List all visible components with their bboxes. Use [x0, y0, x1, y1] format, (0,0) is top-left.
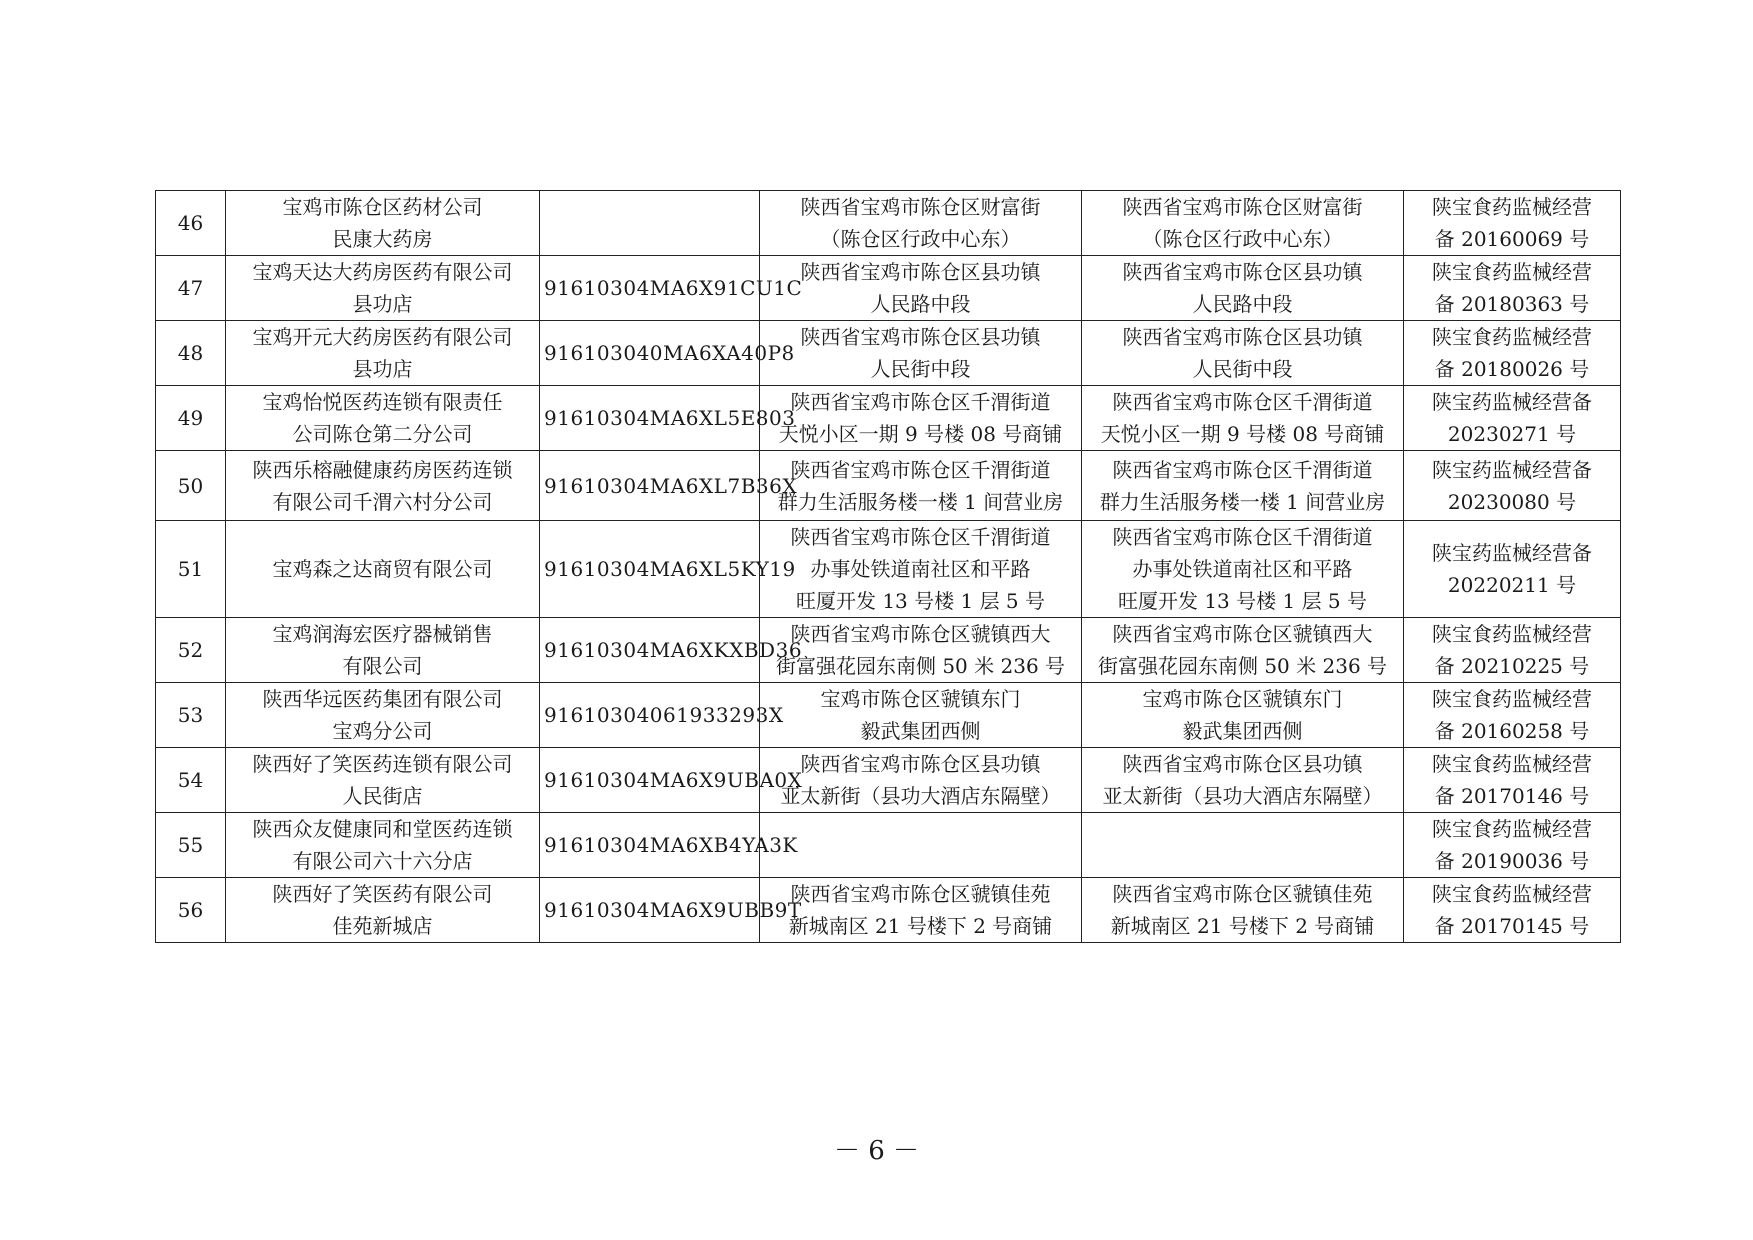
record-number-line: 陕宝食药监械经营: [1432, 817, 1592, 841]
credit-code: 91610304061933293X: [544, 703, 784, 727]
row-number-cell: [156, 878, 226, 943]
record-number-cell: [1404, 256, 1621, 321]
credit-code-cell: [540, 683, 784, 748]
table-row: [156, 451, 1621, 521]
business-address-line: 陕西省宝鸡市陈仓区虢镇佳苑: [1112, 882, 1373, 906]
residence-address-line: 陕西省宝鸡市陈仓区县功镇: [800, 325, 1041, 349]
business-address-cell: [1082, 521, 1404, 618]
record-number-line: 备 20180026 号: [1434, 357, 1590, 381]
company-name-line: 佳苑新城店: [332, 914, 433, 938]
residence-address-line: 陕西省宝鸡市陈仓区千渭街道: [790, 525, 1051, 549]
row-number: 56: [177, 898, 204, 922]
row-number: 50: [177, 473, 204, 498]
row-number-cell: [156, 191, 226, 256]
record-number-cell: [1404, 748, 1621, 813]
credit-code-cell: [540, 618, 803, 683]
record-number-cell: [1404, 321, 1621, 386]
row-number-cell: [156, 256, 226, 321]
table-row: [156, 256, 1621, 321]
residence-address-line: 陕西省宝鸡市陈仓区虢镇西大: [790, 622, 1051, 646]
credit-code: 91610304MA6XB4YA3K: [544, 833, 798, 857]
record-number-line: 备 20210225 号: [1434, 654, 1590, 678]
record-number-line: 陕宝食药监械经营: [1432, 195, 1592, 219]
table-row: [156, 813, 1621, 878]
record-number-cell: [1404, 683, 1621, 748]
credit-code: 91610304MA6XL5KY19: [544, 557, 796, 581]
record-number-line: 陕宝食药监械经营: [1432, 687, 1592, 711]
company-name-cell: [226, 451, 540, 521]
company-name-cell: [226, 878, 540, 943]
credit-code: 91610304MA6X91CU1C: [544, 276, 803, 300]
business-address-cell: [1082, 256, 1404, 321]
table-row: [156, 386, 1621, 451]
credit-code-cell: [540, 256, 803, 321]
record-number-line: 陕宝药监械经营备: [1432, 390, 1592, 414]
record-number-cell: [1404, 813, 1621, 878]
record-number-line: 备 20190036 号: [1434, 849, 1590, 873]
residence-address-line: 陕西省宝鸡市陈仓区县功镇: [800, 752, 1041, 776]
company-name-cell: [226, 813, 540, 878]
record-number-cell: [1404, 618, 1621, 683]
company-name-line: 陕西好了笑医药有限公司: [272, 882, 493, 906]
business-address-line: 人民路中段: [1192, 292, 1293, 316]
row-number: 55: [177, 833, 204, 857]
table-body: [156, 191, 1621, 943]
business-address-line: （陈仓区行政中心东）: [1142, 227, 1343, 251]
row-number: 46: [177, 211, 204, 235]
record-number-cell: [1404, 451, 1621, 521]
row-number: 51: [177, 557, 204, 581]
residence-address-line: 人民路中段: [870, 292, 971, 316]
credit-code-cell: [540, 386, 796, 451]
row-number-cell: [156, 813, 226, 878]
business-address-line: 群力生活服务楼一楼 1 间营业房: [1099, 489, 1386, 514]
residence-address-cell: [760, 748, 1082, 813]
residence-address-line: 人民街中段: [870, 357, 971, 381]
business-address-cell: [1082, 813, 1404, 878]
residence-address-line: 办事处铁道南社区和平路: [810, 557, 1031, 581]
table-row: [156, 618, 1621, 683]
record-number-line: 陕宝食药监械经营: [1432, 882, 1592, 906]
residence-address-cell: [760, 618, 1082, 683]
business-address-line: 办事处铁道南社区和平路: [1132, 557, 1353, 581]
business-address-cell: [1082, 748, 1404, 813]
credit-code-cell: [540, 191, 760, 256]
table-row: [156, 748, 1621, 813]
residence-address-cell: [760, 813, 1082, 878]
business-address-line: 毅武集团西侧: [1182, 719, 1303, 743]
credit-code: 91610304MA6XL7B36X: [544, 473, 798, 498]
residence-address-line: 天悦小区一期 9 号楼 08 号商铺: [778, 422, 1063, 446]
record-number-line: 陕宝药监械经营备: [1432, 541, 1592, 565]
residence-address-cell: [760, 451, 1082, 521]
residence-address-line: 群力生活服务楼一楼 1 间营业房: [777, 489, 1064, 514]
company-name-cell: [226, 748, 540, 813]
company-name-cell: [226, 386, 540, 451]
row-number-cell: [156, 451, 226, 521]
credit-code-cell: [540, 878, 802, 943]
record-number-line: 陕宝食药监械经营: [1432, 622, 1592, 646]
residence-address-line: 旺厦开发 13 号楼 1 层 5 号: [795, 589, 1046, 613]
record-number-line: 20230271 号: [1447, 422, 1577, 446]
business-address-line: 陕西省宝鸡市陈仓区千渭街道: [1112, 390, 1373, 414]
company-name-line: 有限公司六十六分店: [292, 849, 473, 873]
record-number-line: 陕宝食药监械经营: [1432, 752, 1592, 776]
record-number-line: 20220211 号: [1447, 573, 1577, 597]
residence-address-cell: [760, 878, 1082, 943]
record-number-line: 陕宝食药监械经营: [1432, 260, 1592, 284]
business-address-line: 陕西省宝鸡市陈仓区千渭街道: [1112, 457, 1373, 482]
business-address-cell: [1082, 451, 1404, 521]
residence-address-line: 陕西省宝鸡市陈仓区虢镇佳苑: [790, 882, 1051, 906]
company-name-line: 有限公司: [342, 654, 423, 678]
credit-code-cell: [540, 748, 803, 813]
row-number-cell: [156, 618, 226, 683]
record-number-line: 备 20160069 号: [1434, 227, 1590, 251]
registration-table: [155, 190, 1621, 943]
business-address-cell: [1082, 878, 1404, 943]
table-row: [156, 191, 1621, 256]
company-name-line: 宝鸡市陈仓区药材公司: [282, 195, 483, 219]
business-address-line: 陕西省宝鸡市陈仓区千渭街道: [1112, 525, 1373, 549]
company-name-line: 民康大药房: [332, 227, 433, 251]
record-number-line: 备 20170145 号: [1434, 914, 1590, 938]
row-number: 47: [177, 276, 204, 300]
business-address-line: 陕西省宝鸡市陈仓区县功镇: [1122, 260, 1363, 284]
record-number-cell: [1404, 386, 1621, 451]
record-number-line: 陕宝药监械经营备: [1432, 457, 1592, 482]
record-number-cell: [1404, 521, 1621, 618]
residence-address-cell: [760, 521, 1082, 618]
record-number-cell: [1404, 878, 1621, 943]
company-name-line: 陕西好了笑医药连锁有限公司: [252, 752, 513, 776]
row-number-cell: [156, 683, 226, 748]
row-number-cell: [156, 521, 226, 618]
business-address-line: 陕西省宝鸡市陈仓区虢镇西大: [1112, 622, 1373, 646]
row-number: 49: [177, 406, 204, 430]
company-name-cell: [226, 191, 540, 256]
credit-code: 91610304MA6X9UBB9T: [544, 898, 802, 922]
company-name-line: 县功店: [352, 357, 413, 381]
company-name-line: 公司陈仓第二分公司: [292, 422, 473, 446]
credit-code-cell: [540, 451, 798, 521]
company-name-line: 人民街店: [342, 784, 423, 808]
business-address-line: 天悦小区一期 9 号楼 08 号商铺: [1100, 422, 1385, 446]
business-address-line: 亚太新街（县功大酒店东隔壁）: [1102, 784, 1383, 808]
company-name-cell: [226, 321, 540, 386]
table-row: [156, 683, 1621, 748]
company-name-cell: [226, 618, 540, 683]
company-name-cell: [226, 521, 540, 618]
company-name-cell: [226, 683, 540, 748]
credit-code: 916103040MA6XA40P8: [544, 341, 795, 365]
business-address-cell: [1082, 321, 1404, 386]
residence-address-line: 毅武集团西侧: [860, 719, 981, 743]
business-address-cell: [1082, 618, 1404, 683]
residence-address-line: 宝鸡市陈仓区虢镇东门: [820, 687, 1021, 711]
business-address-cell: [1082, 386, 1404, 451]
residence-address-cell: [760, 386, 1082, 451]
table-row: [156, 321, 1621, 386]
residence-address-line: 陕西省宝鸡市陈仓区财富街: [800, 195, 1041, 219]
company-name-line: 陕西乐榕融健康药房医药连锁: [252, 457, 513, 482]
residence-address-line: 街富强花园东南侧 50 米 236 号: [775, 654, 1066, 678]
record-number-line: 备 20170146 号: [1434, 784, 1590, 808]
residence-address-line: 陕西省宝鸡市陈仓区千渭街道: [790, 390, 1051, 414]
business-address-cell: [1082, 683, 1404, 748]
company-name-line: 宝鸡天达大药房医药有限公司: [252, 260, 513, 284]
record-number-line: 备 20160258 号: [1434, 719, 1590, 743]
company-name-line: 陕西众友健康同和堂医药连锁: [252, 817, 513, 841]
record-number-line: 备 20180363 号: [1434, 292, 1590, 316]
row-number-cell: [156, 321, 226, 386]
credit-code: 91610304MA6XKXBD36: [544, 638, 803, 662]
business-address-cell: [1082, 191, 1404, 256]
business-address-line: 陕西省宝鸡市陈仓区财富街: [1122, 195, 1363, 219]
business-address-line: 新城南区 21 号楼下 2 号商铺: [1110, 914, 1375, 938]
company-name-line: 宝鸡润海宏医疗器械销售: [272, 622, 493, 646]
credit-code-cell: [540, 813, 798, 878]
table-row: [156, 521, 1621, 618]
credit-code-cell: [540, 321, 795, 386]
residence-address-line: 新城南区 21 号楼下 2 号商铺: [788, 914, 1053, 938]
business-address-line: 陕西省宝鸡市陈仓区县功镇: [1122, 752, 1363, 776]
record-number-line: 20230080 号: [1447, 489, 1577, 514]
residence-address-line: 陕西省宝鸡市陈仓区县功镇: [800, 260, 1041, 284]
residence-address-line: 亚太新街（县功大酒店东隔壁）: [780, 784, 1061, 808]
row-number-cell: [156, 748, 226, 813]
company-name-line: 陕西华远医药集团有限公司: [262, 687, 503, 711]
record-number-cell: [1404, 191, 1621, 256]
company-name-line: 宝鸡分公司: [332, 719, 433, 743]
company-name-line: 宝鸡开元大药房医药有限公司: [252, 325, 513, 349]
row-number-cell: [156, 386, 226, 451]
credit-code: 91610304MA6X9UBA0X: [544, 768, 803, 792]
business-address-line: 旺厦开发 13 号楼 1 层 5 号: [1117, 589, 1368, 613]
record-number-line: 陕宝食药监械经营: [1432, 325, 1592, 349]
residence-address-line: 陕西省宝鸡市陈仓区千渭街道: [790, 457, 1051, 482]
credit-code-cell: [540, 521, 796, 618]
business-address-line: 宝鸡市陈仓区虢镇东门: [1142, 687, 1343, 711]
residence-address-cell: [760, 683, 1082, 748]
row-number: 52: [177, 638, 204, 662]
table-row: [156, 878, 1621, 943]
residence-address-line: （陈仓区行政中心东）: [820, 227, 1021, 251]
company-name-line: 宝鸡森之达商贸有限公司: [272, 557, 493, 581]
row-number: 54: [177, 768, 204, 792]
company-name-line: 县功店: [352, 292, 413, 316]
page-number: － 6 －: [833, 1136, 920, 1166]
company-name-line: 宝鸡怡悦医药连锁有限责任: [262, 390, 503, 414]
business-address-line: 陕西省宝鸡市陈仓区县功镇: [1122, 325, 1363, 349]
residence-address-cell: [760, 256, 1082, 321]
business-address-line: 人民街中段: [1192, 357, 1293, 381]
residence-address-cell: [760, 321, 1082, 386]
row-number: 48: [177, 341, 204, 365]
company-name-cell: [226, 256, 540, 321]
company-name-line: 有限公司千渭六村分公司: [272, 489, 493, 514]
row-number: 53: [177, 703, 204, 727]
credit-code: 91610304MA6XL5E803: [544, 406, 796, 430]
business-address-line: 街富强花园东南侧 50 米 236 号: [1097, 654, 1388, 678]
residence-address-cell: [760, 191, 1082, 256]
